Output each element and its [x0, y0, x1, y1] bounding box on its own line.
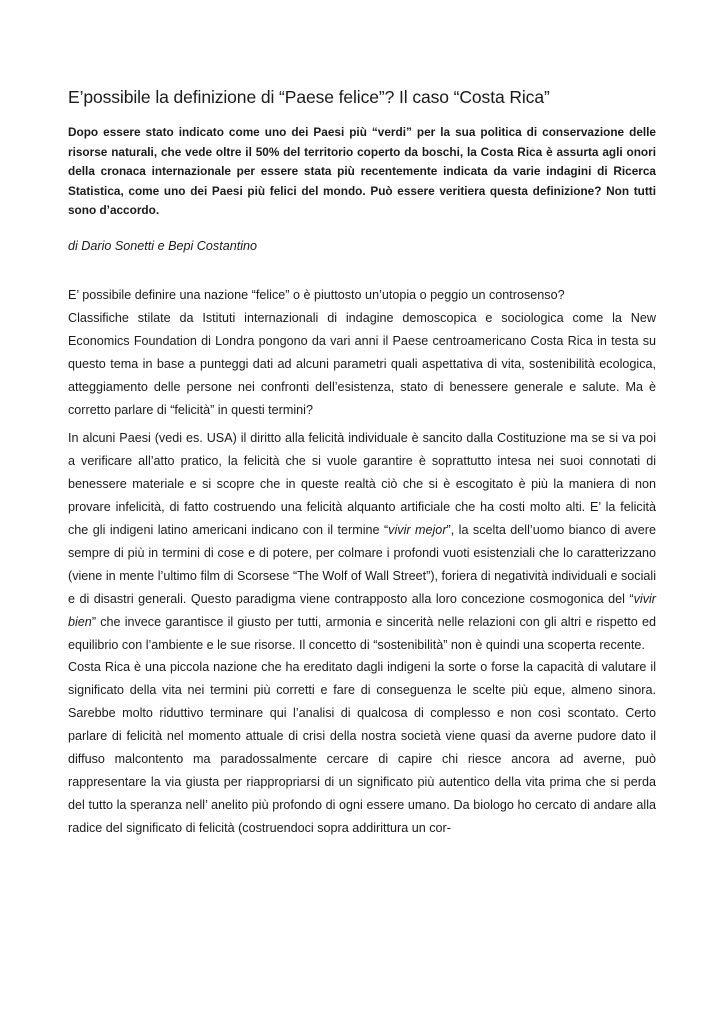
p3-text-3: ” che invece garantisce il giusto per tutti, armonia e sincerità nelle relazioni con gli altri e rispetto ed equilibrio con l’ambiente e le sue risorse. Il concetto di “sostenibilità” non è quindi una scoperta recente.	[68, 614, 656, 652]
p3-text-2: ”, la scelta dell’uomo bianco di avere sempre di più in termini di cose e di potere, per colmare i profondi vuoti esistenziali che lo caratterizzano (viene in mente l’ultimo film di Scorsese “The Wolf of Wall Street”), foriera di negatività individuali e sociali e di disastri generali. Questo paradigma viene contrapposto alla loro concezione cosmogonica del “	[68, 523, 656, 606]
document-page	[68, 86, 656, 840]
body-paragraph-2: Classifiche stilate da Istituti internazionali di indagine demoscopica e sociologica come la New Economics Foundation di Londra pongono da vari anni il Paese centroamericano Costa Rica in testa su questo tema in base a punteggi dati ad alcuni parametri quali aspettativa di vita, sostenibilità ecologica, atteggiamento delle persone nei confronti dell’esistenza, stato di benessere generale e salute. Ma è corretto parlare di “felicità” in questi termini?	[68, 310, 656, 417]
p3-emphasis-vivir-bien: vivir bien	[68, 591, 656, 629]
article-body	[68, 284, 656, 840]
abstract-paragraph: Dopo essere stato indicato come uno dei Paesi più “verdi” per la sua politica di conservazione delle risorse naturali, che vede oltre il 50% del territorio coperto da boschi, la Costa Rica è assurta agli onori della cronaca internazionale per essere stata più recentemente indicata da varie indagini di Ricerca Statistica, come uno dei Paesi più felici del mondo. Può essere veritiera questa definizione? Non tutti sono d’accordo.	[68, 125, 656, 218]
body-paragraph-1: E’ possibile definire una nazione “felice” o è piuttosto un’utopia o peggio un controsenso?	[68, 287, 565, 302]
authors-line: di Dario Sonetti e Bepi Costantino	[68, 238, 258, 253]
body-paragraph-4: Costa Rica è una piccola nazione che ha ereditato dagli indigeni la sorte o forse la capacità di valutare il significato della vita nei termini più corretti e fare di conseguenza le scelte più eque, almeno sinora. Sarebbe molto riduttivo terminare qui l’analisi di qualcosa di complesso e non così scontato. Certo parlare di felicità nel momento attuale di crisi della nostra società viene quasi da averne pudore dato il diffuso malcontento ma paradossalmente cercare di capire chi riesce ancora ad averne, può rappresentare la via giusta per riappropriarsi di un significato più autentico della vita prima che si perda del tutto la speranza nell’ anelito più profondo di ogni essere umano. Da biologo ho cercato di andare alla radice del significato di felicità (costruendoci sopra addirittura un cor-	[68, 660, 656, 835]
p3-emphasis-vivir-mejor: vivir mejor	[388, 523, 447, 538]
document-title: E’possibile la definizione di “Paese felice”? Il caso “Costa Rica”	[68, 87, 550, 107]
body-paragraph-3	[68, 427, 656, 656]
p3-text-1: In alcuni Paesi (vedi es. USA) il diritto alla felicità individuale è sancito dalla Costituzione ma se si va poi a verificare all’atto pratico, la felicità che si vuole garantire è soprattutto intesa nei suoi connotati di benessere materiale e si scopre che in queste realtà ciò che si è escogitato è più la maniera di non provare infelicità, di fatto costruendo una felicità alquanto artificiale che ha costi molto alti. E’ la felicità che gli indigeni latino americani indicano con il termine “	[68, 431, 656, 538]
